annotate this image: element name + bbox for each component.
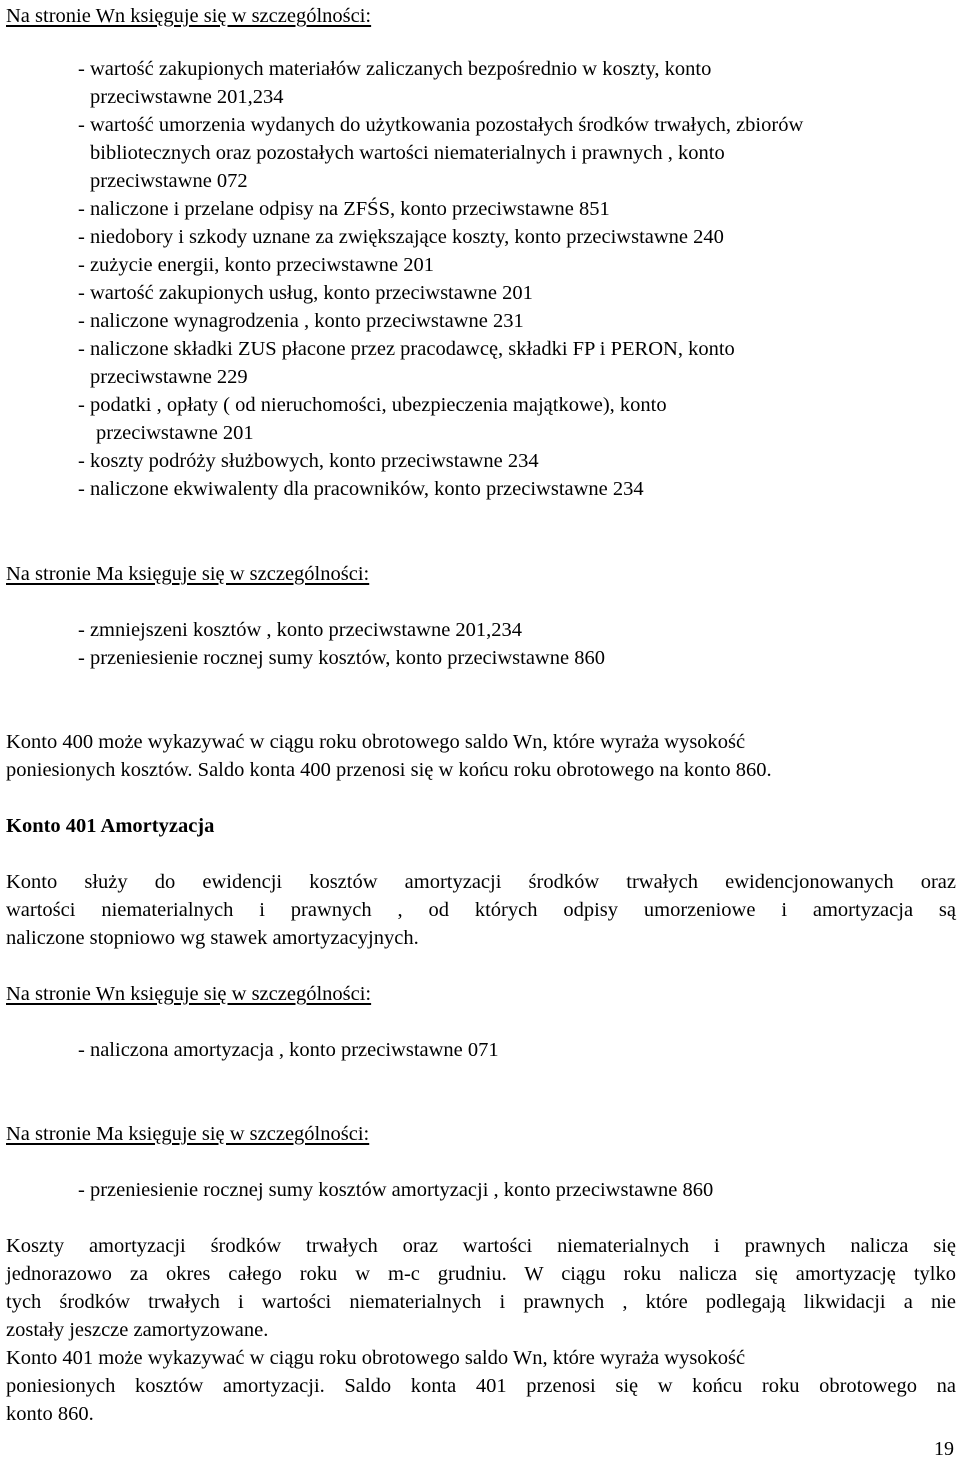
paragraph-line: zostały jeszcze zamortyzowane. (6, 1319, 269, 1341)
paragraph-line: Koszty amortyzacji środków trwałych oraz wartości niematerialnych i prawnych nalicza się (6, 1235, 956, 1257)
list-item: przeciwstawne 201,234 (90, 86, 284, 108)
paragraph-line: naliczone stopniowo wg stawek amortyzacyjnych. (6, 927, 419, 949)
ma-heading-2: Na stronie Ma księguje się w szczególności: (6, 1123, 370, 1145)
paragraph-line: poniesionych kosztów. Saldo konta 400 przenosi się w końcu roku obrotowego na konto 860. (6, 759, 772, 781)
list-item: przeciwstawne 229 (90, 366, 248, 388)
ma-heading-1: Na stronie Ma księguje się w szczególności: (6, 563, 370, 585)
paragraph-line: Konto 401 może wykazywać w ciągu roku obrotowego saldo Wn, które wyraża wysokość (6, 1347, 746, 1369)
list-item: - wartość umorzenia wydanych do użytkowania pozostałych środków trwałych, zbiorów (78, 114, 804, 136)
list-item: bibliotecznych oraz pozostałych wartości niematerialnych i prawnych , konto (90, 142, 725, 164)
list-item: - przeniesienie rocznej sumy kosztów, konto przeciwstawne 860 (78, 647, 605, 669)
list-item: przeciwstawne 072 (90, 170, 248, 192)
list-item: - wartość zakupionych materiałów zaliczanych bezpośrednio w koszty, konto (78, 58, 712, 80)
list-item: - naliczone wynagrodzenia , konto przeciwstawne 231 (78, 310, 524, 332)
list-item: - zmniejszeni kosztów , konto przeciwstawne 201,234 (78, 619, 523, 641)
list-item: - naliczona amortyzacja , konto przeciwstawne 071 (78, 1039, 499, 1061)
paragraph-line: poniesionych kosztów amortyzacji. Saldo konta 401 przenosi się w końcu roku obrotowego na (6, 1375, 956, 1397)
list-item: - naliczone i przelane odpisy na ZFŚS, konto przeciwstawne 851 (78, 198, 610, 220)
paragraph-line: tych środków trwałych i wartości niematerialnych i prawnych , które podlegają likwidacji a nie (6, 1291, 956, 1313)
wn-heading-1: Na stronie Wn księguje się w szczególności: (6, 5, 372, 27)
paragraph-line: wartości niematerialnych i prawnych , od których odpisy umorzeniowe i amortyzacja są (6, 899, 956, 921)
list-item: - niedobory i szkody uznane za zwiększające koszty, konto przeciwstawne 240 (78, 226, 724, 248)
page-number: 19 (934, 1438, 954, 1460)
list-item: - przeniesienie rocznej sumy kosztów amortyzacji , konto przeciwstawne 860 (78, 1179, 714, 1201)
list-item: - zużycie energii, konto przeciwstawne 201 (78, 254, 434, 276)
paragraph-line: Konto służy do ewidencji kosztów amortyzacji środków trwałych ewidencjonowanych oraz (6, 871, 956, 893)
list-item: - naliczone ekwiwalenty dla pracowników, konto przeciwstawne 234 (78, 478, 644, 500)
section-title: Konto 401 Amortyzacja (6, 815, 215, 837)
list-item: - naliczone składki ZUS płacone przez pracodawcę, składki FP i PERON, konto (78, 338, 735, 360)
paragraph-line: jednorazowo za okres całego roku w m-c grudniu. W ciągu roku nalicza się amortyzację tylko (6, 1263, 956, 1285)
list-item: przeciwstawne 201 (96, 422, 254, 444)
list-item: - koszty podróży służbowych, konto przeciwstawne 234 (78, 450, 539, 472)
paragraph-line: konto 860. (6, 1403, 94, 1425)
paragraph-line: Konto 400 może wykazywać w ciągu roku obrotowego saldo Wn, które wyraża wysokość (6, 731, 746, 753)
list-item: - podatki , opłaty ( od nieruchomości, ubezpieczenia majątkowe), konto (78, 394, 667, 416)
wn-heading-2: Na stronie Wn księguje się w szczególności: (6, 983, 372, 1005)
list-item: - wartość zakupionych usług, konto przeciwstawne 201 (78, 282, 533, 304)
